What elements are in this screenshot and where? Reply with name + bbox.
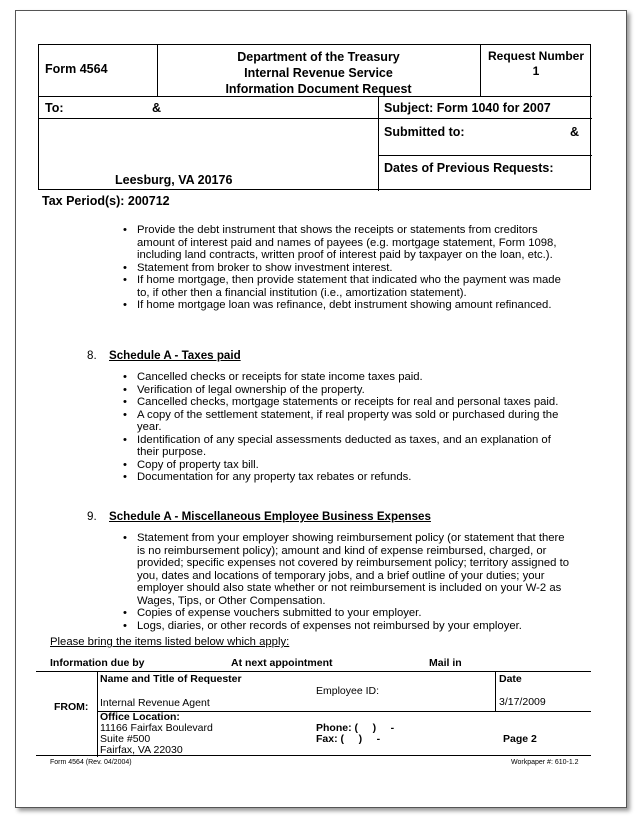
requester-box [36,671,591,756]
divider [378,96,379,191]
to-amp: & [152,101,162,115]
list-item: • Statement from your employer showing reimbursement policy (or statement that there is no reimbursement policy); amount and kind of expense reimbursed, charged, or provided; specific expenses not covered by reimbursement policy; territory assigned to you, dates and locations of temporary jobs, and a brief outline of your duties; your employer should also state whether or not reimbursement is included on your W-2 as Wages, Tips, or Other Compensation. [123,532,575,607]
address-line: 11166 Fairfax Boulevard [100,722,213,734]
requester-title: Internal Revenue Agent [100,697,210,709]
list-item: • Cancelled checks or receipts for state income taxes paid. [123,371,568,384]
next-appointment: At next appointment [231,657,333,669]
request-number-label: Request Number [487,49,585,63]
agency-block [157,49,480,97]
divider [378,155,592,156]
fax-label: Fax: ( ) - [316,733,381,745]
header-table [38,44,591,190]
address-line: Suite #500 [100,733,151,745]
section-title: Schedule A - Taxes paid [109,349,241,362]
intro-list [123,224,563,312]
employee-id-label: Employee ID: [316,685,380,697]
divider [495,672,496,711]
request-number [480,49,592,79]
subject: Subject: Form 1040 for 2007 [384,101,551,115]
section-9-list [123,532,575,632]
section-number: 8. [87,349,97,362]
date-value: 3/17/2009 [499,696,546,708]
date-label: Date [499,673,522,685]
agency-line: Internal Revenue Service [244,66,393,80]
divider [39,118,592,119]
list-item: • Verification of legal ownership of the property. [123,384,568,397]
mail-in: Mail in [429,657,462,669]
office-location-label: Office Location: [100,711,180,723]
list-item: • Documentation for any property tax rebates or refunds. [123,471,568,484]
address-city: Leesburg, VA 20176 [115,173,233,187]
list-item: • Copies of expense vouchers submitted to your employer. [123,607,575,620]
list-item: • A copy of the settlement statement, if real property was sold or purchased during the year. [123,409,568,434]
submitted-to-label: Submitted to: [384,125,465,139]
divider [97,672,98,757]
phone-label: Phone: ( ) - [316,722,395,734]
to-label: To: [45,101,64,115]
agency-line: Department of the Treasury [237,50,400,64]
dates-previous-label: Dates of Previous Requests: [384,161,554,175]
form-revision: Form 4564 (Rev. 04/2004) [50,759,132,766]
tax-period: Tax Period(s): 200712 [42,194,170,208]
bring-items-note: Please bring the items listed below which apply: [50,636,290,648]
list-item: • Cancelled checks, mortgage statements or receipts for real and personal taxes paid. [123,396,568,409]
address-line: Fairfax, VA 22030 [100,744,183,756]
list-item: • Copy of property tax bill. [123,459,568,472]
workpaper-number: Workpaper #: 610-1.2 [511,759,579,766]
section-8-heading [87,349,241,362]
list-item: • Logs, diaries, or other records of expenses not reimbursed by your employer. [123,620,575,633]
list-item: • Provide the debt instrument that shows the receipts or statements from creditors amount of interest paid and names of payees (e.g. mortgage statement, Form 1098, including land contracts, written proof of interest paid by taxpayer on the loan, etc.). [123,224,563,262]
page-number: Page 2 [503,733,537,745]
section-8-list [123,371,568,484]
submitted-to-amp: & [570,125,580,139]
info-due-label: Information due by [50,657,145,669]
form-label: Form 4564 [45,62,108,76]
list-item: • Identification of any special assessments deducted as taxes, and an explanation of their purpose. [123,434,568,459]
name-title-label: Name and Title of Requester [100,673,242,685]
section-number: 9. [87,510,97,523]
list-item: • If home mortgage, then provide statement that indicated who the payment was made to, if other then a financial institution (i.e., amortization statement). [123,274,563,299]
request-number-value: 1 [532,64,540,78]
list-item: • If home mortgage loan was refinance, debt instrument showing amount refinanced. [123,299,563,312]
agency-line: Information Document Request [225,82,412,96]
from-label: FROM: [54,701,89,713]
list-item: • Statement from broker to show investment interest. [123,262,563,275]
section-title: Schedule A - Miscellaneous Employee Business Expenses [109,510,431,523]
section-9-heading [87,510,431,523]
